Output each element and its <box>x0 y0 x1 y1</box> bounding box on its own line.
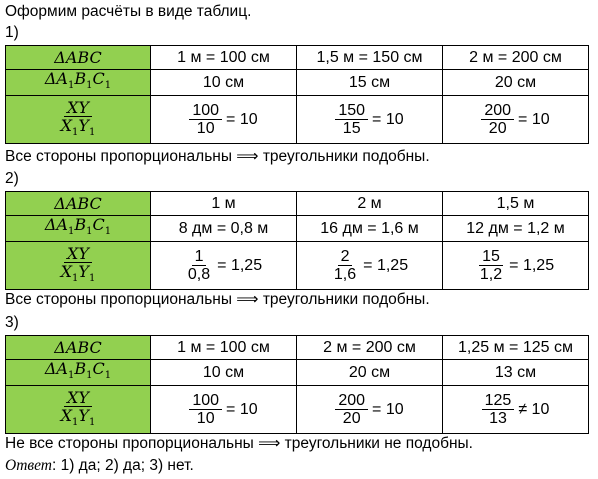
part-2-label: 2) <box>5 170 19 187</box>
table-1 <box>5 45 589 144</box>
ratio-cell: $\frac{200}{20}$ = 10 <box>443 96 589 144</box>
answer-label: Ответ <box>5 457 52 474</box>
table-cell: 1 м = 100 см <box>151 46 297 70</box>
ratio-cell: $\frac{15}{1,2}$ = 1,25 <box>443 242 589 290</box>
table-cell: 16 дм = 1,6 м <box>297 216 443 242</box>
row-label-abc: ΔABC <box>6 336 151 360</box>
table-cell: 1 м = 100 см <box>151 336 297 360</box>
part-3-label: 3) <box>5 314 19 331</box>
table-3 <box>5 335 589 434</box>
ratio-cell: $\frac{1}{0,8}$ = 1,25 <box>151 242 297 290</box>
table-cell: 8 дм = 0,8 м <box>151 216 297 242</box>
part-1-label: 1) <box>5 24 19 41</box>
table-cell: 1 м <box>151 192 297 216</box>
table-cell: 1,25 м = 125 см <box>443 336 589 360</box>
table-cell: 15 см <box>297 70 443 96</box>
ratio-cell: $\frac{150}{15}$ = 10 <box>297 96 443 144</box>
answer-line <box>5 456 194 476</box>
table-cell: 1,5 м <box>443 192 589 216</box>
ratio-cell: $\frac{200}{20}$ = 10 <box>297 386 443 434</box>
table-cell: 20 см <box>297 360 443 386</box>
ratio-cell: $\frac{100}{10}$ = 10 <box>151 96 297 144</box>
answer-text: : 1) да; 2) да; 3) нет. <box>51 457 194 474</box>
row-label-ratio: $\frac{XY}{X_1Y_1}$ <box>6 386 151 434</box>
table-cell: 2 м <box>297 192 443 216</box>
table-cell: 1,5 м = 150 см <box>297 46 443 70</box>
table-cell: 2 м = 200 см <box>297 336 443 360</box>
table-cell: 10 см <box>151 70 297 96</box>
table-cell: 12 дм = 1,2 м <box>443 216 589 242</box>
row-label-a1b1c1: $\Delta A_1B_1C_1$ <box>6 360 151 386</box>
intro-text: Оформим расчёты в виде таблиц. <box>5 3 252 20</box>
conclusion-3: Не все стороны пропорциональны ⟹ треугольники не подобны. <box>5 435 473 452</box>
table-2 <box>5 191 589 290</box>
row-label-a1b1c1: $\Delta A_1B_1C_1$ <box>6 216 151 242</box>
table-cell: 2 м = 200 см <box>443 46 589 70</box>
row-label-ratio: $\frac{XY}{X_1Y_1}$ <box>6 96 151 144</box>
table-cell: 13 см <box>443 360 589 386</box>
table-cell: 10 см <box>151 360 297 386</box>
row-label-ratio: $\frac{XY}{X_1Y_1}$ <box>6 242 151 290</box>
conclusion-1: Все стороны пропорциональны ⟹ треугольники подобны. <box>5 148 430 165</box>
row-label-abc: ΔABC <box>6 192 151 216</box>
ratio-cell: $\frac{125}{13}$ ≠ 10 <box>443 386 589 434</box>
ratio-cell: $\frac{2}{1,6}$ = 1,25 <box>297 242 443 290</box>
row-label-abc: ΔABC <box>6 46 151 70</box>
ratio-cell: $\frac{100}{10}$ = 10 <box>151 386 297 434</box>
conclusion-2: Все стороны пропорциональны ⟹ треугольники подобны. <box>5 291 430 308</box>
row-label-a1b1c1: $\Delta A_1B_1C_1$ <box>6 70 151 96</box>
table-cell: 20 см <box>443 70 589 96</box>
